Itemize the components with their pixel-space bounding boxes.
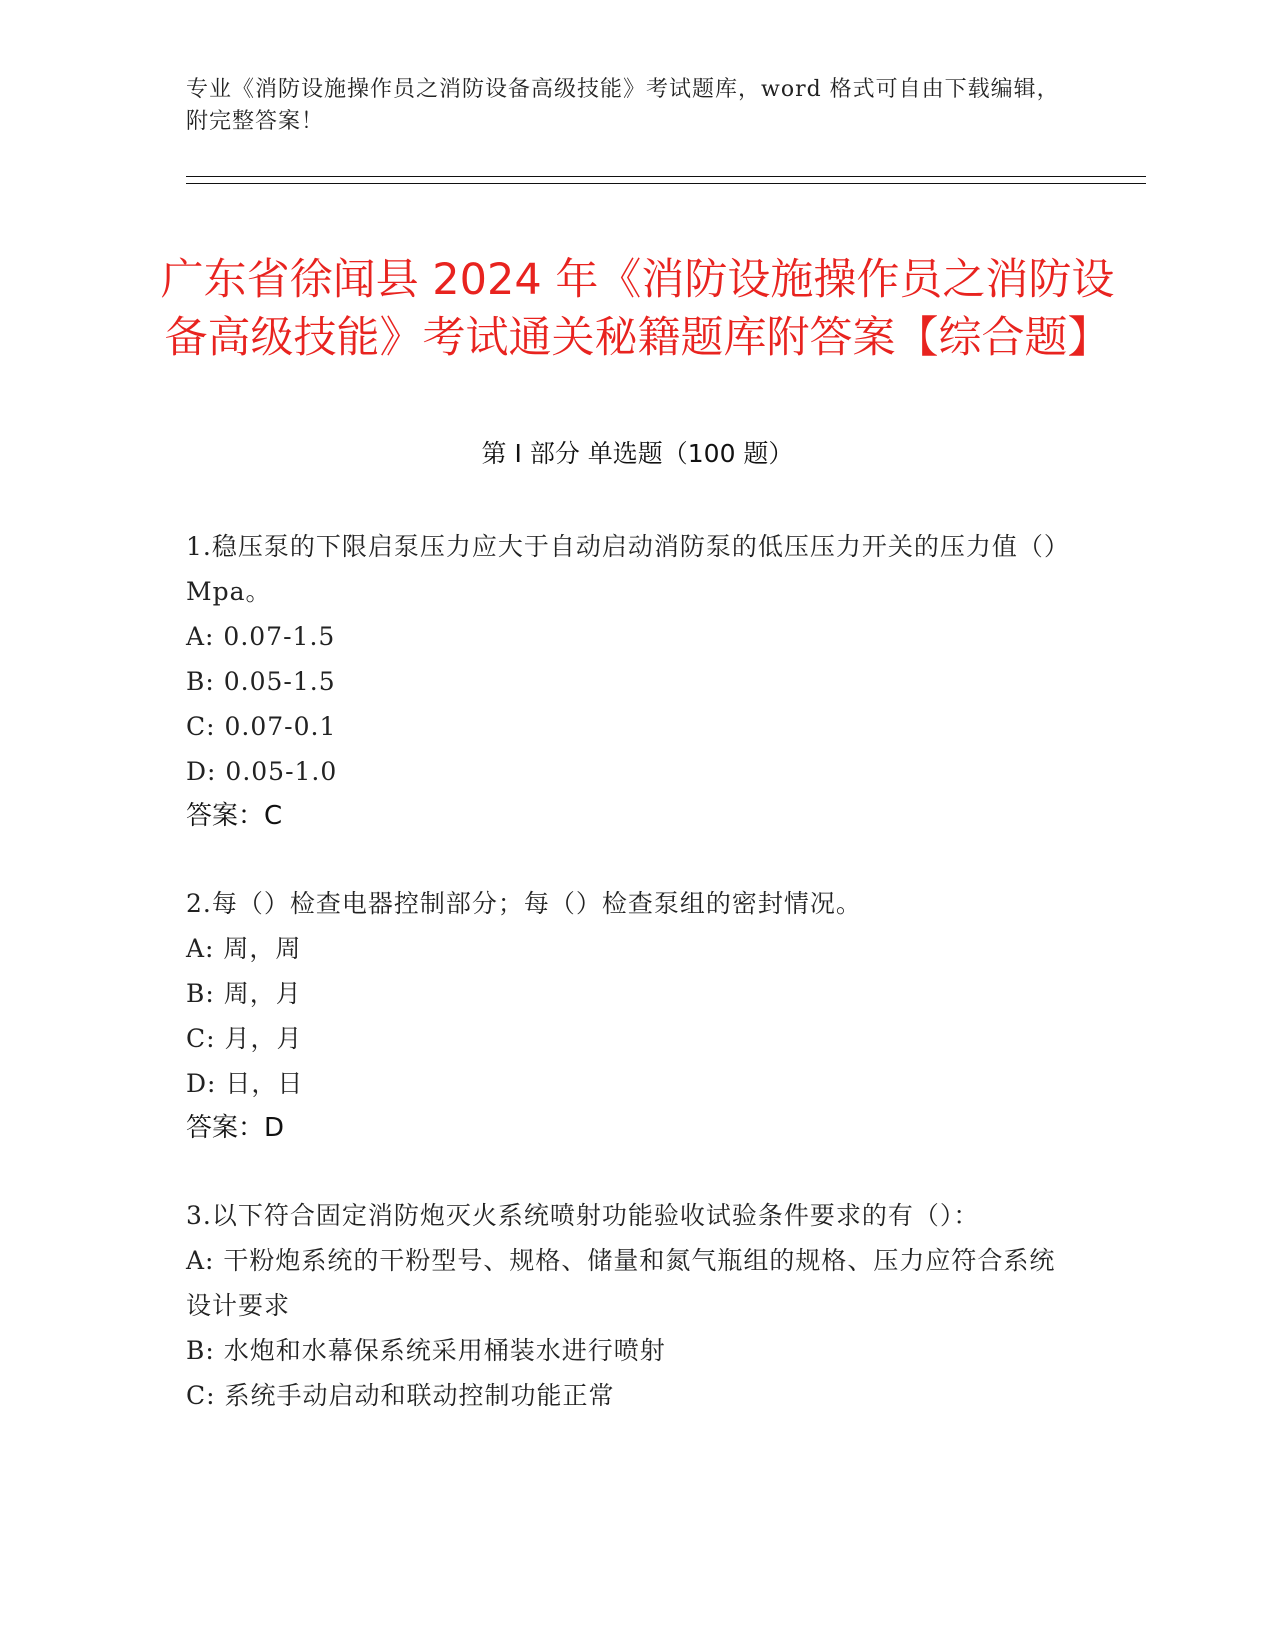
question-1 [186, 524, 1071, 839]
option-a: A: 干粉炮系统的干粉型号、规格、储量和氮气瓶组的规格、压力应符合系统设计要求 [186, 1246, 1056, 1320]
header-divider [186, 176, 1146, 184]
header-note: 专业《消防设施操作员之消防设备高级技能》考试题库，word 格式可自由下载编辑，附完整答案！ [186, 77, 1060, 134]
option-c: C: 0.07-0.1 [186, 712, 337, 741]
question-stem: 3.以下符合固定消防炮灭火系统喷射功能验收试验条件要求的有（）： [186, 1201, 980, 1230]
option-d: D: 0.05-1.0 [186, 757, 338, 786]
option-c: C: 系统手动启动和联动控制功能正常 [186, 1381, 615, 1410]
question-2 [186, 881, 1071, 1151]
question-stem: 1.稳压泵的下限启泵压力应大于自动启动消防泵的低压压力开关的压力值（）Mpa。 [186, 532, 1070, 606]
option-d: D: 日，日 [186, 1069, 304, 1098]
option-a: A: 周，周 [186, 934, 302, 963]
question-3 [186, 1193, 1071, 1418]
question-list [186, 524, 1071, 1460]
option-b: B: 周，月 [186, 979, 302, 1008]
option-b: B: 水炮和水幕保系统采用桶装水进行喷射 [186, 1336, 666, 1365]
answer: 答案：C [186, 801, 283, 831]
option-c: C: 月，月 [186, 1024, 303, 1053]
option-a: A: 0.07-1.5 [186, 622, 336, 651]
answer: 答案：D [186, 1113, 285, 1143]
document-title: 广东省徐闻县 2024 年《消防设施操作员之消防设备高级技能》考试通关秘籍题库附答案【综合题】 [160, 254, 1115, 363]
question-stem: 2.每（）检查电器控制部分；每（）检查泵组的密封情况。 [186, 889, 862, 918]
option-b: B: 0.05-1.5 [186, 667, 336, 696]
section-heading: 第 I 部分 单选题（100 题） [481, 439, 794, 468]
